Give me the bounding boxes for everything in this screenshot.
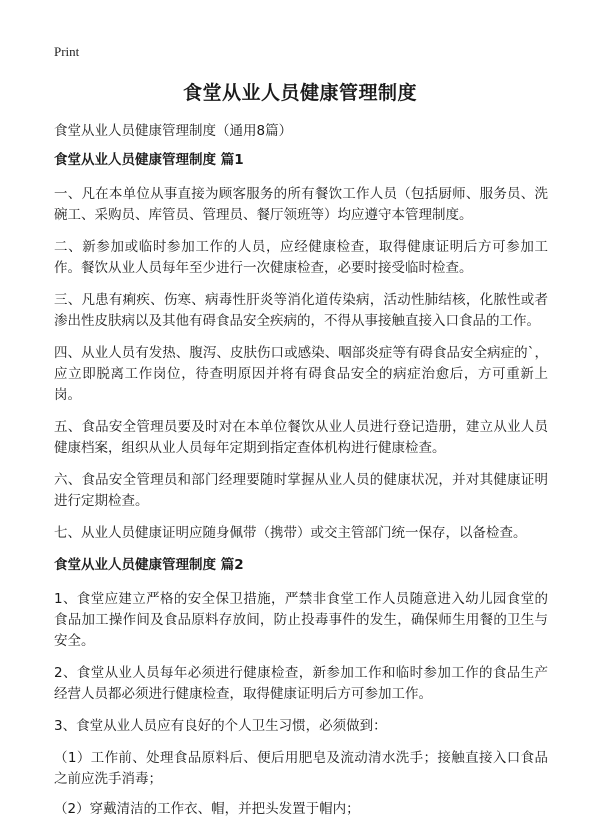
paragraph: 二、新参加或临时参加工作的人员，应经健康检查，取得健康证明后方可参加工作。餐饮从业人员每年至少进行一次健康检查，必要时接受临时检查。 [54,239,548,276]
paragraph: 三、凡患有痢疾、伤寒、病毒性肝炎等消化道传染病，活动性肺结核，化脓性或者渗出性皮肤病以及其他有碍食品安全疾病的，不得从事接触直接入口食品的工作。 [54,292,548,329]
section-heading: 食堂从业人员健康管理制度 篇1 [54,152,244,168]
document-subtitle: 食堂从业人员健康管理制度（通用8篇） [54,123,293,139]
document-body [54,150,548,829]
paragraph: 六、食品安全管理员和部门经理要随时掌握从业人员的健康状况，并对其健康证明进行定期检查。 [54,472,548,509]
paragraph: 1、食堂应建立严格的安全保卫措施，严禁非食堂工作人员随意进入幼儿园食堂的食品加工操作间及食品原料存放间，防止投毒事件的发生，确保师生用餐的卫生与安全。 [54,591,548,649]
paragraph: 2、食堂从业人员每年必须进行健康检查，新参加工作和临时参加工作的食品生产经营人员都必须进行健康检查，取得健康证明后方可参加工作。 [54,665,548,702]
section-2 [54,555,548,820]
paragraph: 一、凡在本单位从事直接为顾客服务的所有餐饮工作人员（包括厨师、服务员、洗碗工、采购员、库管员、管理员、餐厅领班等）均应遵守本管理制度。 [54,186,548,223]
paragraph: 五、食品安全管理员要及时对在本单位餐饮从业人员进行登记造册，建立从业人员健康档案，组织从业人员每年定期到指定查体机构进行健康检查。 [54,419,548,456]
paragraph: 3、食堂从业人员应有良好的个人卫生习惯，必须做到： [54,718,387,734]
paragraph: 七、从业人员健康证明应随身佩带（携带）或交主管部门统一保存，以备检查。 [54,525,527,541]
paragraph: 四、从业人员有发热、腹泻、皮肤伤口或感染、咽部炎症等有碍食品安全病症的`，应立即脱离工作岗位，待查明原因并将有碍食品安全的病症治愈后，方可重新上岗。 [54,345,548,403]
section-1 [54,150,548,544]
section-heading: 食堂从业人员健康管理制度 篇2 [54,557,244,573]
print-link[interactable]: Print [54,44,80,59]
paragraph: （2）穿戴清洁的工作衣、帽，并把头发置于帽内； [54,801,360,817]
document-title: 食堂从业人员健康管理制度 [182,82,417,104]
paragraph: （1）工作前、处理食品原料后、便后用肥皂及流动清水洗手；接触直接入口食品之前应洗手消毒； [54,750,548,787]
